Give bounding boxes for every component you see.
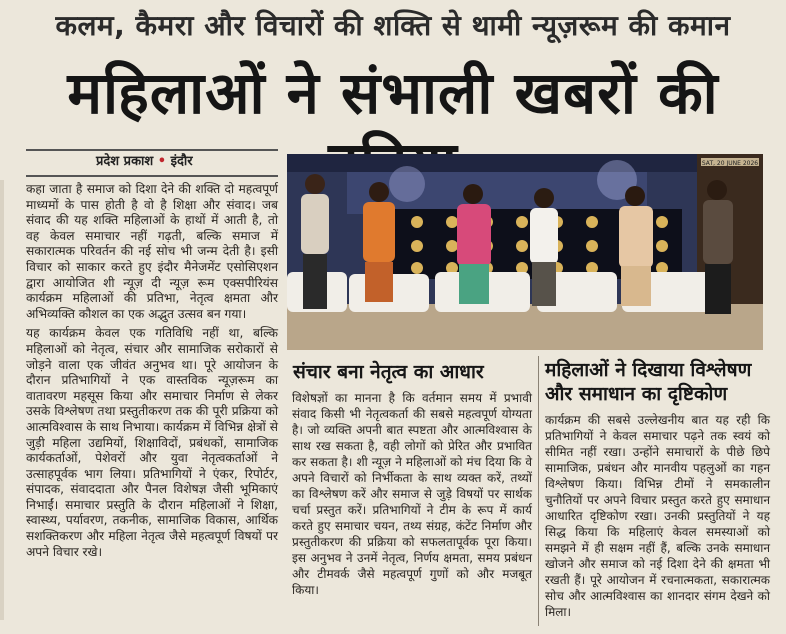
paragraph: कहा जाता है समाज को दिशा देने की शक्ति दो महत्वपूर्ण माध्यमों के पास होती है वो है शिक्षा और संवाद। जब संवाद की यह शक्ति महिलाओं के हाथों में आती है, तो वह केवल समाचार नहीं गढ़ती, बल्कि समाज में सकारात्मक परिवर्तन की नई सोच भी जन्म देती है। इसी विचार को साकार करते हुए इंदौर मैनेजमेंट एसोसिएशन द्वारा आयोजित शी न्यूज़ दी न्यूज़ रूम एक्सपीरियंस कार्यक्रम महिलाओं की प्रतिभा, नेतृत्व क्षमता और अभिव्यक्ति कौशल का एक अद्भुत उत्सव बन गया। xyxy=(26,182,278,321)
left-column xyxy=(26,182,278,564)
byline xyxy=(96,151,193,169)
section1-heading: संचार बना नेतृत्व का आधार xyxy=(293,361,484,383)
article-headline: महिलाओं ने संभाली खबरों की xyxy=(67,59,719,127)
column-divider xyxy=(538,356,539,626)
byline-city: इंदौर xyxy=(170,154,193,169)
section2-body: कार्यक्रम की सबसे उल्लेखनीय बात यह रही कि प्रतिभागियों ने केवल समाचार पढ़ने तक स्वयं को सीमित नहीं रखा। उन्होंने समाचारों के पीछे छिपे सामाजिक, प्रबंधन और मानवीय पहलुओं का गहन विश्लेषण किया। विभिन्न टीमों ने समकालीन चुनौतियों पर अपने विचार प्रस्तुत करते हुए समाधान आधारित दृष्टिकोण रखा। उनकी प्रस्तुतियों ने यह सिद्ध किया कि महिलाएं केवल समस्याओं को समझने में ही सक्षम नहीं हैं, बल्कि उनके समाधान खोजने और समाज को नई दिशा देने की क्षमता भी रखती हैं। पूरे आयोजन में रचनात्मकता, सकारात्मक सोच और आत्मविश्वास का शानदार संगम देखने को मिला। xyxy=(545,413,770,619)
byline-author: प्रदेश प्रकाश xyxy=(96,154,154,169)
article-kicker: कलम, कैमरा और विचारों की शक्ति से थामी न्यूज़रूम की कमान xyxy=(55,9,731,42)
event-photo xyxy=(287,154,763,350)
section2-heading: महिलाओं ने दिखाया विश्लेषण और समाधान का दृष्टिकोण xyxy=(545,359,752,405)
byline-dot: • xyxy=(157,154,167,169)
photo-date-tag: SAT, 20 JUNE 2026 xyxy=(701,160,759,167)
section1-body: विशेषज्ञों का मानना है कि वर्तमान समय में प्रभावी संवाद किसी भी नेतृत्वकर्ता की सबसे महत्वपूर्ण योग्यता है। जो व्यक्ति अपनी बात स्पष्टता और आत्मविश्वास के साथ रख सकता है, वही लोगों को प्रेरित और प्रभावित कर सकता है। शी न्यूज़ ने महिलाओं को मंच दिया कि वे अपने विचारों को निर्भीकता के साथ व्यक्त करें, तथ्यों का विश्लेषण करें और समाज से जुड़े विषयों पर सार्थक चर्चा प्रस्तुत करें। प्रतिभागियों ने टीम के रूप में कार्य करते हुए समाचार चयन, तथ्य संग्रह, कंटेंट निर्माण और प्रस्तुतीकरण की प्रक्रिया को सफलतापूर्वक पूरा किया। इस अनुभव ने उनमें नेतृत्व, निर्णय क्षमता, समय प्रबंधन और टीमवर्क जैसे महत्वपूर्ण गुणों को और मजबूत किया। xyxy=(292,391,532,597)
page-edge-strip xyxy=(0,180,4,620)
paragraph: यह कार्यक्रम केवल एक गतिविधि नहीं था, बल्कि महिलाओं को नेतृत्व, संचार और सामाजिक सरोकारों से जोड़ने वाला एक जीवंत अनुभव था। पूरे आयोजन के दौरान प्रतिभागियों ने एक वास्तविक न्यूज़रूम का वातावरण महसूस किया और समाचार निर्माण से लेकर उसके विश्लेषण तथा प्रस्तुतीकरण तक की पूरी प्रक्रिया को आत्मविश्वास के साथ निभाया। कार्यक्रम में विभिन्न क्षेत्रों से जुड़ी महिला उद्यमियों, शिक्षाविदों, प्रबंधकों, सामाजिक कार्यकर्ताओं, पेशेवरों और युवा नेतृत्वकर्ताओं ने उत्साहपूर्वक भाग लिया। प्रतिभागियों ने एंकर, रिपोर्टर, संपादक, संवाददाता और पैनल विशेषज्ञ जैसी भूमिकाएं निभाईं। समाचार प्रस्तुति के दौरान महिलाओं ने शिक्षा, स्वास्थ्य, पर्यावरण, तकनीक, सामाजिक विकास, आर्थिक सशक्तिकरण और महिला नेतृत्व जैसे महत्वपूर्ण विषयों पर अपने विचार रखे। xyxy=(26,326,278,559)
event-photo-illustration xyxy=(287,154,763,350)
